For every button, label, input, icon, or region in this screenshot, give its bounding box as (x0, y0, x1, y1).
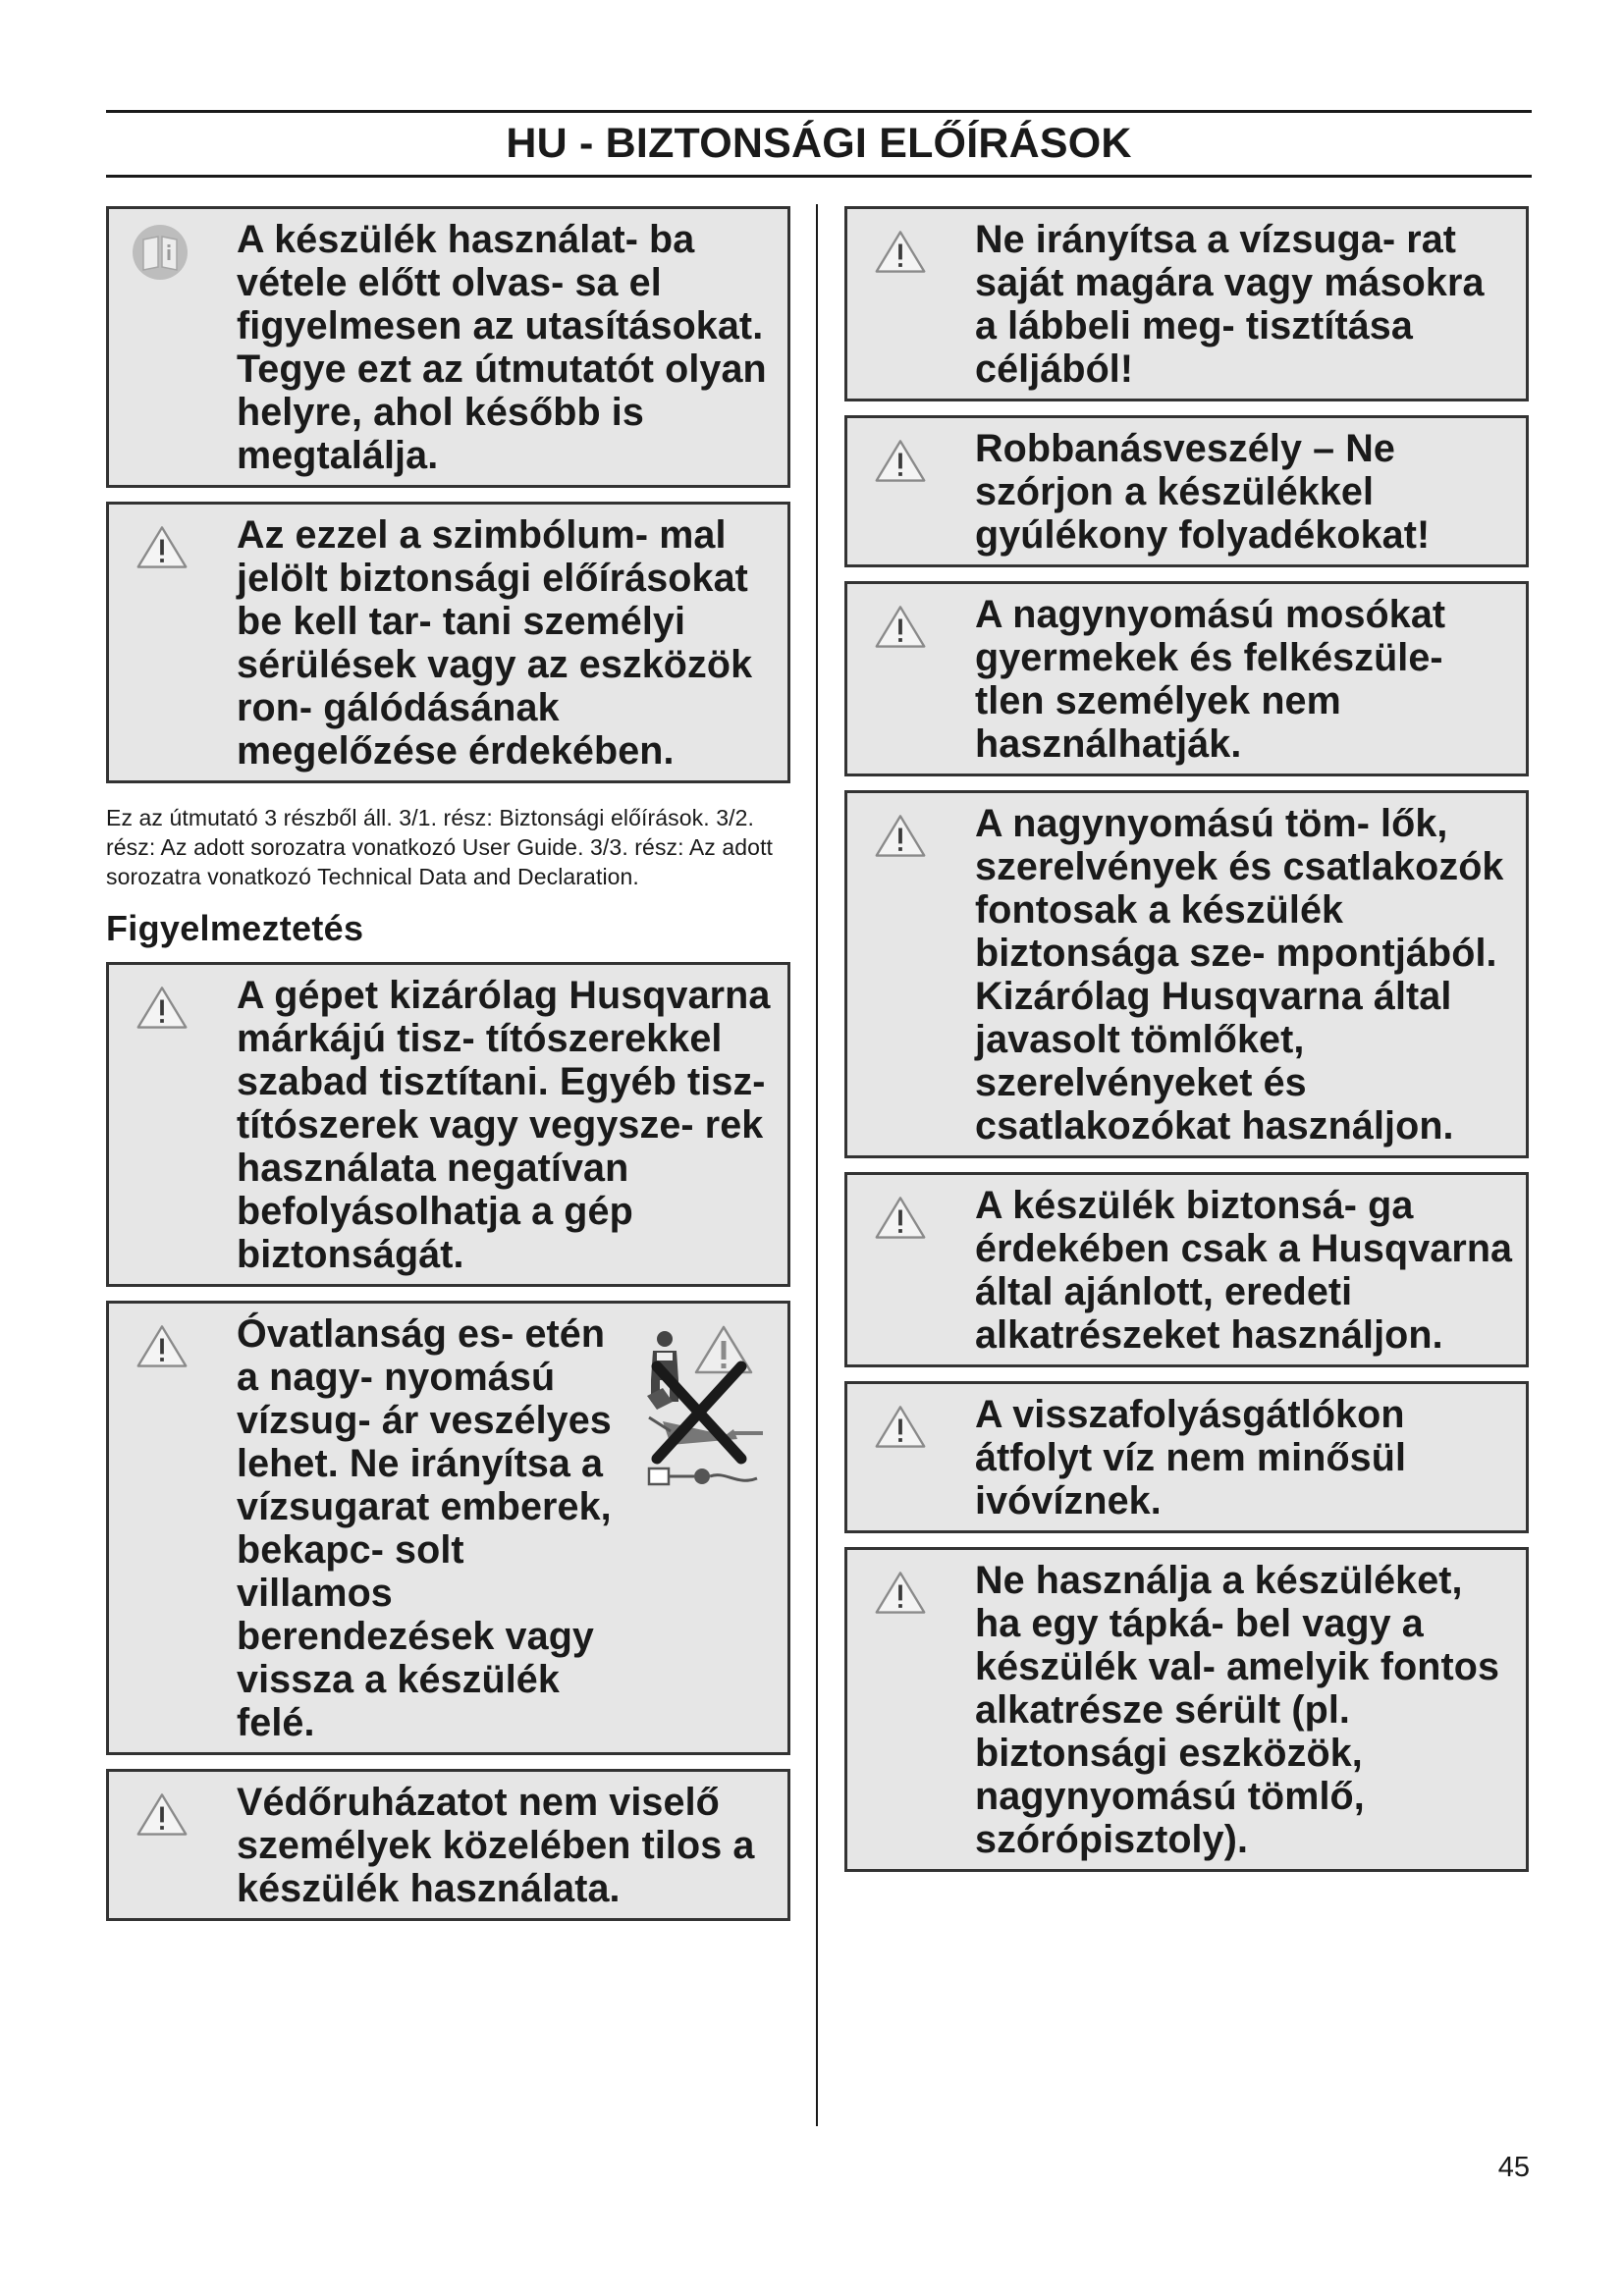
warning-triangle-icon (135, 1321, 189, 1370)
warning-triangle-icon (873, 1193, 928, 1242)
damaged-cable-box (844, 1547, 1529, 1872)
warning-triangle-icon (135, 983, 189, 1032)
damaged-cable-text: Ne használja a készüléket, ha egy tápká- bel vagy a készülék val- amelyik fontos alkatrésze sérült (pl. biztonsági eszközök, nagynyomású tömlő, szórópisztoly). (975, 1559, 1500, 1861)
symbol-meaning-text: Az ezzel a szimbólum- mal jelölt biztonsági előírásokat be kell tar- tani személyi sérülések vagy az eszközök ron- gálódásának megelőzése érdekében. (237, 513, 753, 773)
hoses-text: A nagynyomású töm- lők, szerelvények és csatlakozók fontosak a készülék biztonsága sze- mpontjából. Kizárólag Husqvarna által javasolt tömlőket, szerelvényeket és csatlakozókat használjon. (975, 802, 1504, 1148)
footwear-text: Ne irányítsa a vízsuga- rat saját magára vagy másokra a lábbeli meg- tisztítása céljából! (975, 218, 1485, 391)
warning-triangle-icon (135, 1789, 189, 1839)
right-column (844, 206, 1529, 1886)
read-instructions-box (106, 206, 790, 488)
top-rule (106, 110, 1532, 113)
explosion-box (844, 415, 1529, 567)
spare-parts-text: A készülék biztonsá- ga érdekében csak a Husqvarna által ajánlott, eredeti alkatrészeket használjon. (975, 1184, 1513, 1357)
no-spray-at-people-pictogram (635, 1323, 768, 1515)
warning-triangle-icon (135, 522, 189, 571)
warning-triangle-icon (873, 227, 928, 276)
protective-clothing-box (106, 1769, 790, 1921)
children-box (844, 581, 1529, 776)
children-text: A nagynyomású mosókat gyermekek és felkészüle- tlen személyek nem használhatják. (975, 593, 1446, 766)
warning-triangle-icon (873, 811, 928, 860)
warning-heading: Figyelmeztetés (106, 908, 364, 948)
read-instructions-text: A készülék használat- ba vétele előtt olvas- sa el figyelmesen az utasításokat. Tegye ezt az útmutatót olyan helyre, ahol később is megtalálja. (237, 218, 767, 477)
backflow-box (844, 1381, 1529, 1533)
jet-danger-box (106, 1301, 790, 1755)
hoses-box (844, 790, 1529, 1158)
page-title: HU - BIZTONSÁGI ELŐÍRÁSOK (506, 120, 1132, 167)
page-number: 45 (1497, 2152, 1530, 2183)
explosion-text: Robbanásveszély – Ne szórjon a készülékkel gyúlékony folyadékokat! (975, 427, 1431, 557)
manual-parts-note: Ez az útmutató 3 részből áll. 3/1. rész: Biztonsági előírások. 3/2. rész: Az adott sorozatra vonatkozó User Guide. 3/3. rész: Az adott sorozatra vonatkozó Technical Data and Declaration. (106, 805, 774, 889)
protective-clothing-text: Védőruházatot nem viselő személyek közelében tilos a készülék használata. (237, 1781, 755, 1910)
warning-triangle-icon (873, 1568, 928, 1617)
spare-parts-box (844, 1172, 1529, 1367)
manual-book-icon (131, 223, 189, 282)
left-column (106, 206, 790, 1935)
symbol-meaning-box (106, 502, 790, 783)
warning-triangle-icon (873, 602, 928, 651)
jet-danger-text: Óvatlanság es- etén a nagy- nyomású vízsug- ár veszélyes lehet. Ne irányítsa a vízsugarat emberek, bekapc- solt villamos berendezések vagy vissza a készülék felé. (237, 1312, 612, 1744)
column-divider (816, 204, 818, 2126)
cleaners-box (106, 962, 790, 1287)
warning-triangle-icon (873, 436, 928, 485)
title-underline (106, 175, 1532, 178)
cleaners-text: A gépet kizárólag Husqvarna márkájú tisz- títószerekkel szabad tisztítani. Egyéb tisz- títószerek vagy vegysze- rek használata negatívan befolyásolhatja a gép biztonságát. (237, 974, 771, 1276)
footwear-box (844, 206, 1529, 401)
backflow-text: A visszafolyásgátlókon átfolyt víz nem minősül ivóvíznek. (975, 1393, 1407, 1522)
warning-triangle-icon (873, 1402, 928, 1451)
